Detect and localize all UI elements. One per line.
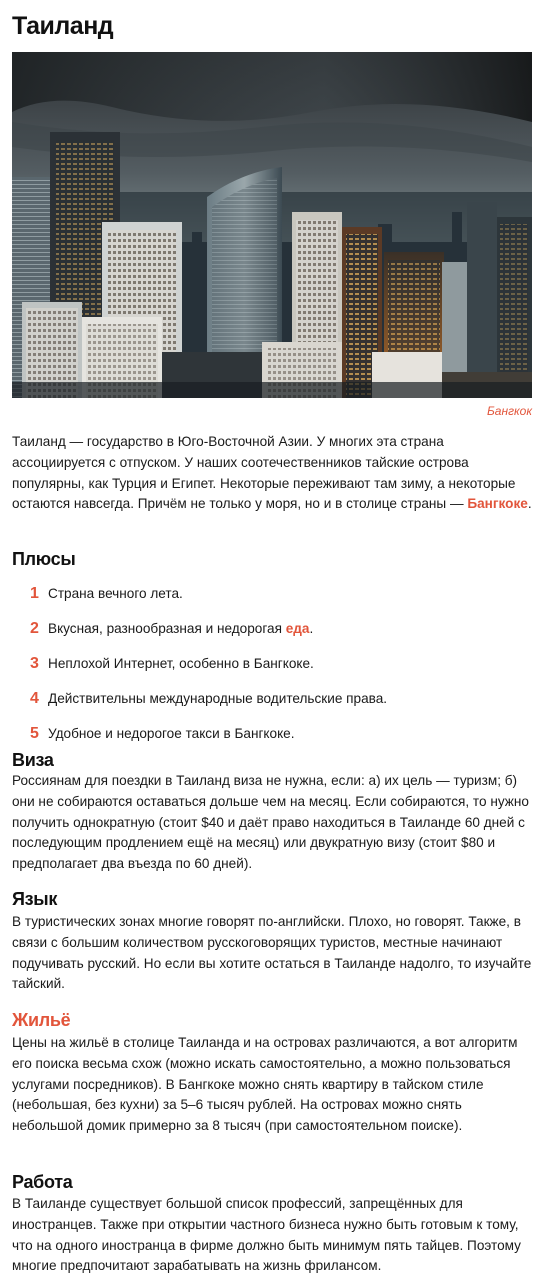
work-heading: Работа <box>12 1172 73 1192</box>
list-item <box>30 716 530 751</box>
list-item <box>30 576 530 611</box>
list-item-text <box>48 726 295 741</box>
list-item <box>30 681 530 716</box>
list-item-text <box>48 691 387 706</box>
housing-heading-link[interactable]: Жильё <box>12 1010 71 1030</box>
intro-paragraph <box>12 432 534 515</box>
bangkok-link[interactable]: Бангкоке <box>467 496 528 512</box>
visa-heading: Виза <box>12 750 54 770</box>
list-item-label: Вкусная, разнообразная и недорогая <box>48 621 286 636</box>
list-item-label: Действительны международные водительские права. <box>48 691 388 706</box>
intro-text: Таиланд — государство в Юго-Восточной Азии. У многих эта страна ассоциируется с отпуском. У наших соотечественников тайские острова популярны, как Турция и Египет. Некоторые переживают там зиму, а некоторые остаются навсегда. Причём не только у моря, но и в столице страны — <box>12 434 516 512</box>
language-heading: Язык <box>12 889 58 909</box>
list-item-text <box>48 656 314 671</box>
list-item-label: Удобное и недорогое такси в Бангкоке. <box>48 726 295 741</box>
list-item <box>30 611 530 646</box>
list-number: 5 <box>30 724 39 742</box>
list-number: 3 <box>30 654 39 672</box>
housing-paragraph: Цены на жильё в столице Таиланда и на островах различаются, а вот алгоритм его поиска весьма схож (можно искать самостоятельно, а можно пользоваться услугами посредников). В Бангкоке можно снять квартиру в тайском стиле (небольшая, без кухни) за 5–6 тысяч рублей. На островах можно снять небольшой домик примерно за 8 тысяч (при самостоятельном поиске). <box>12 1035 518 1134</box>
intro-text-end: . <box>527 496 532 512</box>
pros-list <box>30 576 530 751</box>
list-number: 2 <box>30 619 39 637</box>
list-item-label: Страна вечного лета. <box>48 586 183 601</box>
food-link[interactable]: еда <box>285 621 310 636</box>
work-paragraph: В Таиланде существует большой список профессий, запрещённых для иностранцев. Также при открытии частного бизнеса нужно быть готовым к тому, что на одного иностранца в фирме должно быть минимум пять тайцев. Поэтому многие предпочитают зарабатывать на жизнь фрилансом. <box>12 1196 521 1274</box>
page-title: Таиланд <box>12 12 114 40</box>
visa-paragraph: Россиянам для поездки в Таиланд виза не нужна, если: а) их цель — туризм; б) они не собираются оставаться дольше чем на месяц. Если собираются, то нужно получить однократную (стоит $40 и даёт право находиться в Таиланде 60 дней с последующим продлением ещё на месяц) или двукратную визу (стоит $80 и предполагает два въезда по 60 дней). <box>12 773 529 872</box>
list-item-label: Неплохой Интернет, особенно в Бангкоке. <box>48 656 314 671</box>
photo-caption: Бангкок <box>486 404 532 418</box>
list-item-text <box>48 586 183 601</box>
language-paragraph: В туристических зонах многие говорят по-английски. Плохо, но говорят. Также, в связи с большим количеством русскоговорящих туристов, местные начинают подучивать русский. Но если вы хотите остаться в Таиланде надолго, то изучайте тайский. <box>12 914 532 992</box>
list-item <box>30 646 530 681</box>
list-number: 4 <box>30 689 39 707</box>
list-number: 1 <box>30 584 39 602</box>
pros-heading: Плюсы <box>12 549 76 569</box>
list-item-end: . <box>309 621 314 636</box>
bangkok-skyline-photo <box>12 52 532 398</box>
list-item-text <box>48 621 313 636</box>
